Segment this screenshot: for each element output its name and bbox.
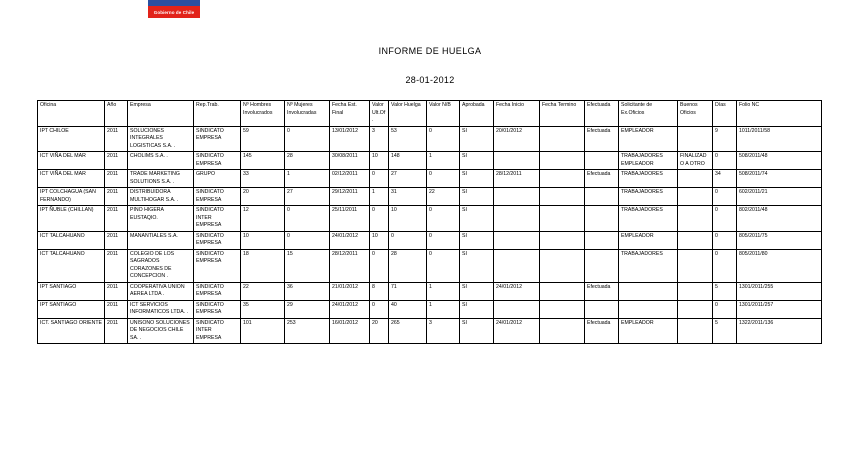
table-cell — [678, 126, 713, 152]
table-cell: 36 — [285, 282, 330, 300]
table-cell — [494, 300, 540, 318]
table-cell: 10 — [370, 231, 389, 249]
strike-report-table — [37, 100, 822, 344]
table-cell: 24/01/2012 — [494, 318, 540, 344]
table-cell: 10 — [370, 152, 389, 170]
table-cell: MANANTIALES S.A. — [128, 231, 194, 249]
table-cell: ICT TALCAHUANO — [38, 249, 105, 282]
table-cell: 2011 — [105, 206, 128, 232]
table-cell: ICT VIÑA DEL MAR — [38, 170, 105, 188]
table-cell: SINDICATO EMPRESA — [194, 249, 241, 282]
table-cell: 2011 — [105, 231, 128, 249]
table-cell: ICT TALCAHUANO — [38, 231, 105, 249]
column-header: Fecha Est. Final — [330, 101, 370, 127]
table-cell: TRABAJADORES — [619, 249, 678, 282]
table-cell — [585, 188, 619, 206]
table-cell: IPT SANTIAGO — [38, 282, 105, 300]
table-cell: 2011 — [105, 126, 128, 152]
table-cell: SINDICATO EMPRESA — [194, 188, 241, 206]
table-cell — [585, 249, 619, 282]
table-cell: 1 — [370, 188, 389, 206]
table-cell — [585, 300, 619, 318]
table-cell: PINO HIGERA EUSTAQIO. — [128, 206, 194, 232]
table-cell: TRABAJADORES — [619, 170, 678, 188]
table-cell — [678, 231, 713, 249]
table-cell: 0 — [427, 126, 460, 152]
table-cell: 22 — [427, 188, 460, 206]
table-cell — [494, 188, 540, 206]
column-header: Oficina — [38, 101, 105, 127]
table-cell: Efectuada — [585, 318, 619, 344]
table-row — [38, 126, 822, 152]
table-cell — [585, 206, 619, 232]
table-cell: SI — [460, 231, 494, 249]
table-cell: SI — [460, 318, 494, 344]
table-cell: 5 — [713, 282, 737, 300]
table-cell: 101 — [241, 318, 285, 344]
table-cell: 0 — [713, 249, 737, 282]
table-cell: 0 — [427, 206, 460, 232]
table-cell: 602/2011/21 — [737, 188, 822, 206]
table-row — [38, 206, 822, 232]
table-cell: IPT CHILOE — [38, 126, 105, 152]
table-cell: SI — [460, 170, 494, 188]
table-cell: IPT ÑUBLE (CHILLAN) — [38, 206, 105, 232]
table-cell: 1 — [427, 152, 460, 170]
table-cell: 12 — [241, 206, 285, 232]
table-cell — [540, 300, 585, 318]
column-header: Folio NC — [737, 101, 822, 127]
table-cell: 28/12/2011 — [330, 249, 370, 282]
table-cell: SI — [460, 152, 494, 170]
table-cell: SI — [460, 188, 494, 206]
table-cell: SINDICATO EMPRESA — [194, 300, 241, 318]
table-cell: UNISONO SOLUCIONES DE NEGOCIOS CHILE SA. . — [128, 318, 194, 344]
table-cell: 2011 — [105, 300, 128, 318]
table-cell: CHOLIMS S.A. . — [128, 152, 194, 170]
table-cell — [585, 231, 619, 249]
table-row — [38, 152, 822, 170]
table-cell: 148 — [389, 152, 427, 170]
column-header: Días — [713, 101, 737, 127]
table-cell: 508/2011/74 — [737, 170, 822, 188]
table-cell: 59 — [241, 126, 285, 152]
table-cell — [540, 231, 585, 249]
table-cell — [619, 300, 678, 318]
table-cell: 2011 — [105, 188, 128, 206]
column-header: Fecha Termino — [540, 101, 585, 127]
table-cell: 28 — [285, 152, 330, 170]
table-header-row — [38, 101, 822, 127]
table-cell: 40 — [389, 300, 427, 318]
table-cell — [678, 318, 713, 344]
table-cell: 10 — [241, 231, 285, 249]
table-cell: SINDICATO EMPRESA — [194, 152, 241, 170]
table-cell: SI — [460, 126, 494, 152]
table-cell: 0 — [713, 300, 737, 318]
table-cell: 1322/2011/136 — [737, 318, 822, 344]
table-cell: 34 — [713, 170, 737, 188]
table-cell: 29 — [285, 300, 330, 318]
table-row — [38, 282, 822, 300]
table-cell: 0 — [285, 206, 330, 232]
table-cell: Efectuada — [585, 170, 619, 188]
table-cell: 20 — [370, 318, 389, 344]
table-cell: 24/01/2012 — [330, 231, 370, 249]
table-cell — [494, 231, 540, 249]
table-cell — [494, 249, 540, 282]
table-cell: TRADE MARKETING SOLUTIONS S.A. . — [128, 170, 194, 188]
table-cell: 1011/2011/58 — [737, 126, 822, 152]
table-cell: 805/2011/80 — [737, 249, 822, 282]
table-cell: 15 — [285, 249, 330, 282]
table-cell: 0 — [713, 231, 737, 249]
table-cell: 28/12/2011 — [494, 170, 540, 188]
table-cell: 2011 — [105, 249, 128, 282]
table-cell: 27 — [285, 188, 330, 206]
table-row — [38, 300, 822, 318]
government-logo — [148, 0, 200, 18]
table-cell — [678, 282, 713, 300]
table-cell — [585, 152, 619, 170]
table-cell — [619, 282, 678, 300]
table-cell — [540, 206, 585, 232]
table-row — [38, 188, 822, 206]
table-cell: 3 — [427, 318, 460, 344]
table-cell: 145 — [241, 152, 285, 170]
table-cell — [540, 152, 585, 170]
table-cell — [540, 170, 585, 188]
table-cell: 0 — [370, 300, 389, 318]
table-row — [38, 170, 822, 188]
table-cell: 24/01/2012 — [330, 300, 370, 318]
table-cell — [678, 206, 713, 232]
table-cell: SINDICATO EMPRESA — [194, 282, 241, 300]
column-header: Buenos Oficios — [678, 101, 713, 127]
table-cell: 253 — [285, 318, 330, 344]
table-cell: FINALIZADO A OTRO — [678, 152, 713, 170]
table-row — [38, 231, 822, 249]
report-title: INFORME DE HUELGA — [378, 46, 482, 56]
table-cell: 265 — [389, 318, 427, 344]
table-cell: 16/01/2012 — [330, 318, 370, 344]
table-row — [38, 249, 822, 282]
table-cell: 0 — [370, 206, 389, 232]
table-cell: 18 — [241, 249, 285, 282]
table-cell: GRUPO — [194, 170, 241, 188]
table-cell — [540, 282, 585, 300]
table-cell: 0 — [370, 249, 389, 282]
table-cell: 33 — [241, 170, 285, 188]
table-cell: 10 — [389, 206, 427, 232]
table-cell: 0 — [370, 170, 389, 188]
table-cell: ICT VIÑA DEL MAR — [38, 152, 105, 170]
table-cell: TRABAJADORES — [619, 188, 678, 206]
table-cell: EMPLEADOR — [619, 126, 678, 152]
table-cell: 30/08/2011 — [330, 152, 370, 170]
table-cell: COOPERATIVA UNION AEREA LTDA . — [128, 282, 194, 300]
table-cell: SI — [460, 206, 494, 232]
table-cell: SOLUCIONES INTEGRALES LOGISTICAS S.A. . — [128, 126, 194, 152]
table-cell: 31 — [389, 188, 427, 206]
table-cell: 8 — [370, 282, 389, 300]
table-cell: ICT SERVICIOS INFORMATICOS LTDA. . — [128, 300, 194, 318]
table-cell — [678, 188, 713, 206]
table-cell: 3 — [370, 126, 389, 152]
table-cell: SI — [460, 282, 494, 300]
column-header: Nº Mujeres Involucradas — [285, 101, 330, 127]
column-header: Valor N/B — [427, 101, 460, 127]
table-cell: 1 — [427, 282, 460, 300]
table-cell: 0 — [285, 231, 330, 249]
table-cell: 0 — [427, 231, 460, 249]
table-cell: 20 — [241, 188, 285, 206]
table-cell: Efectuada — [585, 126, 619, 152]
table-cell: 28 — [389, 249, 427, 282]
table-cell: 21/01/2012 — [330, 282, 370, 300]
table-cell: 53 — [389, 126, 427, 152]
table-cell: 0 — [389, 231, 427, 249]
column-header: Aprobada — [460, 101, 494, 127]
table-cell: 0 — [427, 249, 460, 282]
report-date: 28-01-2012 — [405, 75, 455, 85]
table-cell: 1 — [285, 170, 330, 188]
column-header: Fecha Inicio — [494, 101, 540, 127]
table-cell — [678, 249, 713, 282]
table-cell: IPT SANTIAGO — [38, 300, 105, 318]
column-header: Año — [105, 101, 128, 127]
table-cell: 71 — [389, 282, 427, 300]
table-cell: EMPLEADOR — [619, 318, 678, 344]
logo-label: Gobierno de Chile — [148, 6, 200, 18]
table-cell: 1301/2011/257 — [737, 300, 822, 318]
table-cell: 24/01/2012 — [494, 282, 540, 300]
table-cell: COLEGIO DE LOS SAGRADOS CORAZONES DE CONCEPCION . — [128, 249, 194, 282]
table-cell: 02/12/2011 — [330, 170, 370, 188]
table-cell: 20/01/2012 — [494, 126, 540, 152]
column-header: Solicitante de Ex.Oficios — [619, 101, 678, 127]
table-cell: 22 — [241, 282, 285, 300]
table-cell: TRABAJADORES — [619, 206, 678, 232]
table-cell: DISTRIBUIDORA MULTIHOGAR S.A. . — [128, 188, 194, 206]
table-cell: 0 — [427, 170, 460, 188]
table-cell — [678, 170, 713, 188]
table-cell: ICT. SANTIAGO ORIENTE — [38, 318, 105, 344]
table-cell: 25/11/2011 — [330, 206, 370, 232]
table-cell: 2011 — [105, 152, 128, 170]
table-cell — [540, 126, 585, 152]
column-header: Empresa — [128, 101, 194, 127]
table-cell — [494, 152, 540, 170]
table-cell: 805/2011/75 — [737, 231, 822, 249]
table-cell: 35 — [241, 300, 285, 318]
table-cell: 0 — [285, 126, 330, 152]
table-cell: SINDICATO EMPRESA — [194, 231, 241, 249]
table-cell: 2011 — [105, 318, 128, 344]
column-header: Nº Hombres Involucrados — [241, 101, 285, 127]
table-cell — [678, 300, 713, 318]
table-cell: 0 — [713, 152, 737, 170]
table-cell: TRABAJADORES EMPLEADOR — [619, 152, 678, 170]
table-row — [38, 318, 822, 344]
column-header: Valor Ult.Of. — [370, 101, 389, 127]
column-header: Efectuada — [585, 101, 619, 127]
table-cell: 1 — [427, 300, 460, 318]
table-cell: 802/2011/48 — [737, 206, 822, 232]
table-cell: 0 — [713, 188, 737, 206]
table-cell: EMPLEADOR — [619, 231, 678, 249]
table-cell: SINDICATO EMPRESA — [194, 126, 241, 152]
table-body — [38, 126, 822, 344]
table-cell: 2011 — [105, 282, 128, 300]
table-cell: 1301/2011/255 — [737, 282, 822, 300]
column-header: Valor Huelga — [389, 101, 427, 127]
table-cell — [540, 249, 585, 282]
column-header: Rep.Trab. — [194, 101, 241, 127]
table-cell: IPT COLCHAGUA (SAN FERNANDO) — [38, 188, 105, 206]
table-cell: SI — [460, 249, 494, 282]
table-cell — [540, 188, 585, 206]
table-cell — [540, 318, 585, 344]
table-cell: 9 — [713, 126, 737, 152]
table-cell: Efectuada — [585, 282, 619, 300]
table-cell: 29/12/2011 — [330, 188, 370, 206]
table-cell — [494, 206, 540, 232]
table-cell: 5 — [713, 318, 737, 344]
table-cell: 2011 — [105, 170, 128, 188]
table-cell: SINDICATO INTER EMPRESA — [194, 206, 241, 232]
table-cell: 508/2011/48 — [737, 152, 822, 170]
table-cell: 0 — [713, 206, 737, 232]
table-cell: 27 — [389, 170, 427, 188]
table-cell: 13/01/2012 — [330, 126, 370, 152]
table-cell: SINDICATO INTER EMPRESA — [194, 318, 241, 344]
table-cell: SI — [460, 300, 494, 318]
